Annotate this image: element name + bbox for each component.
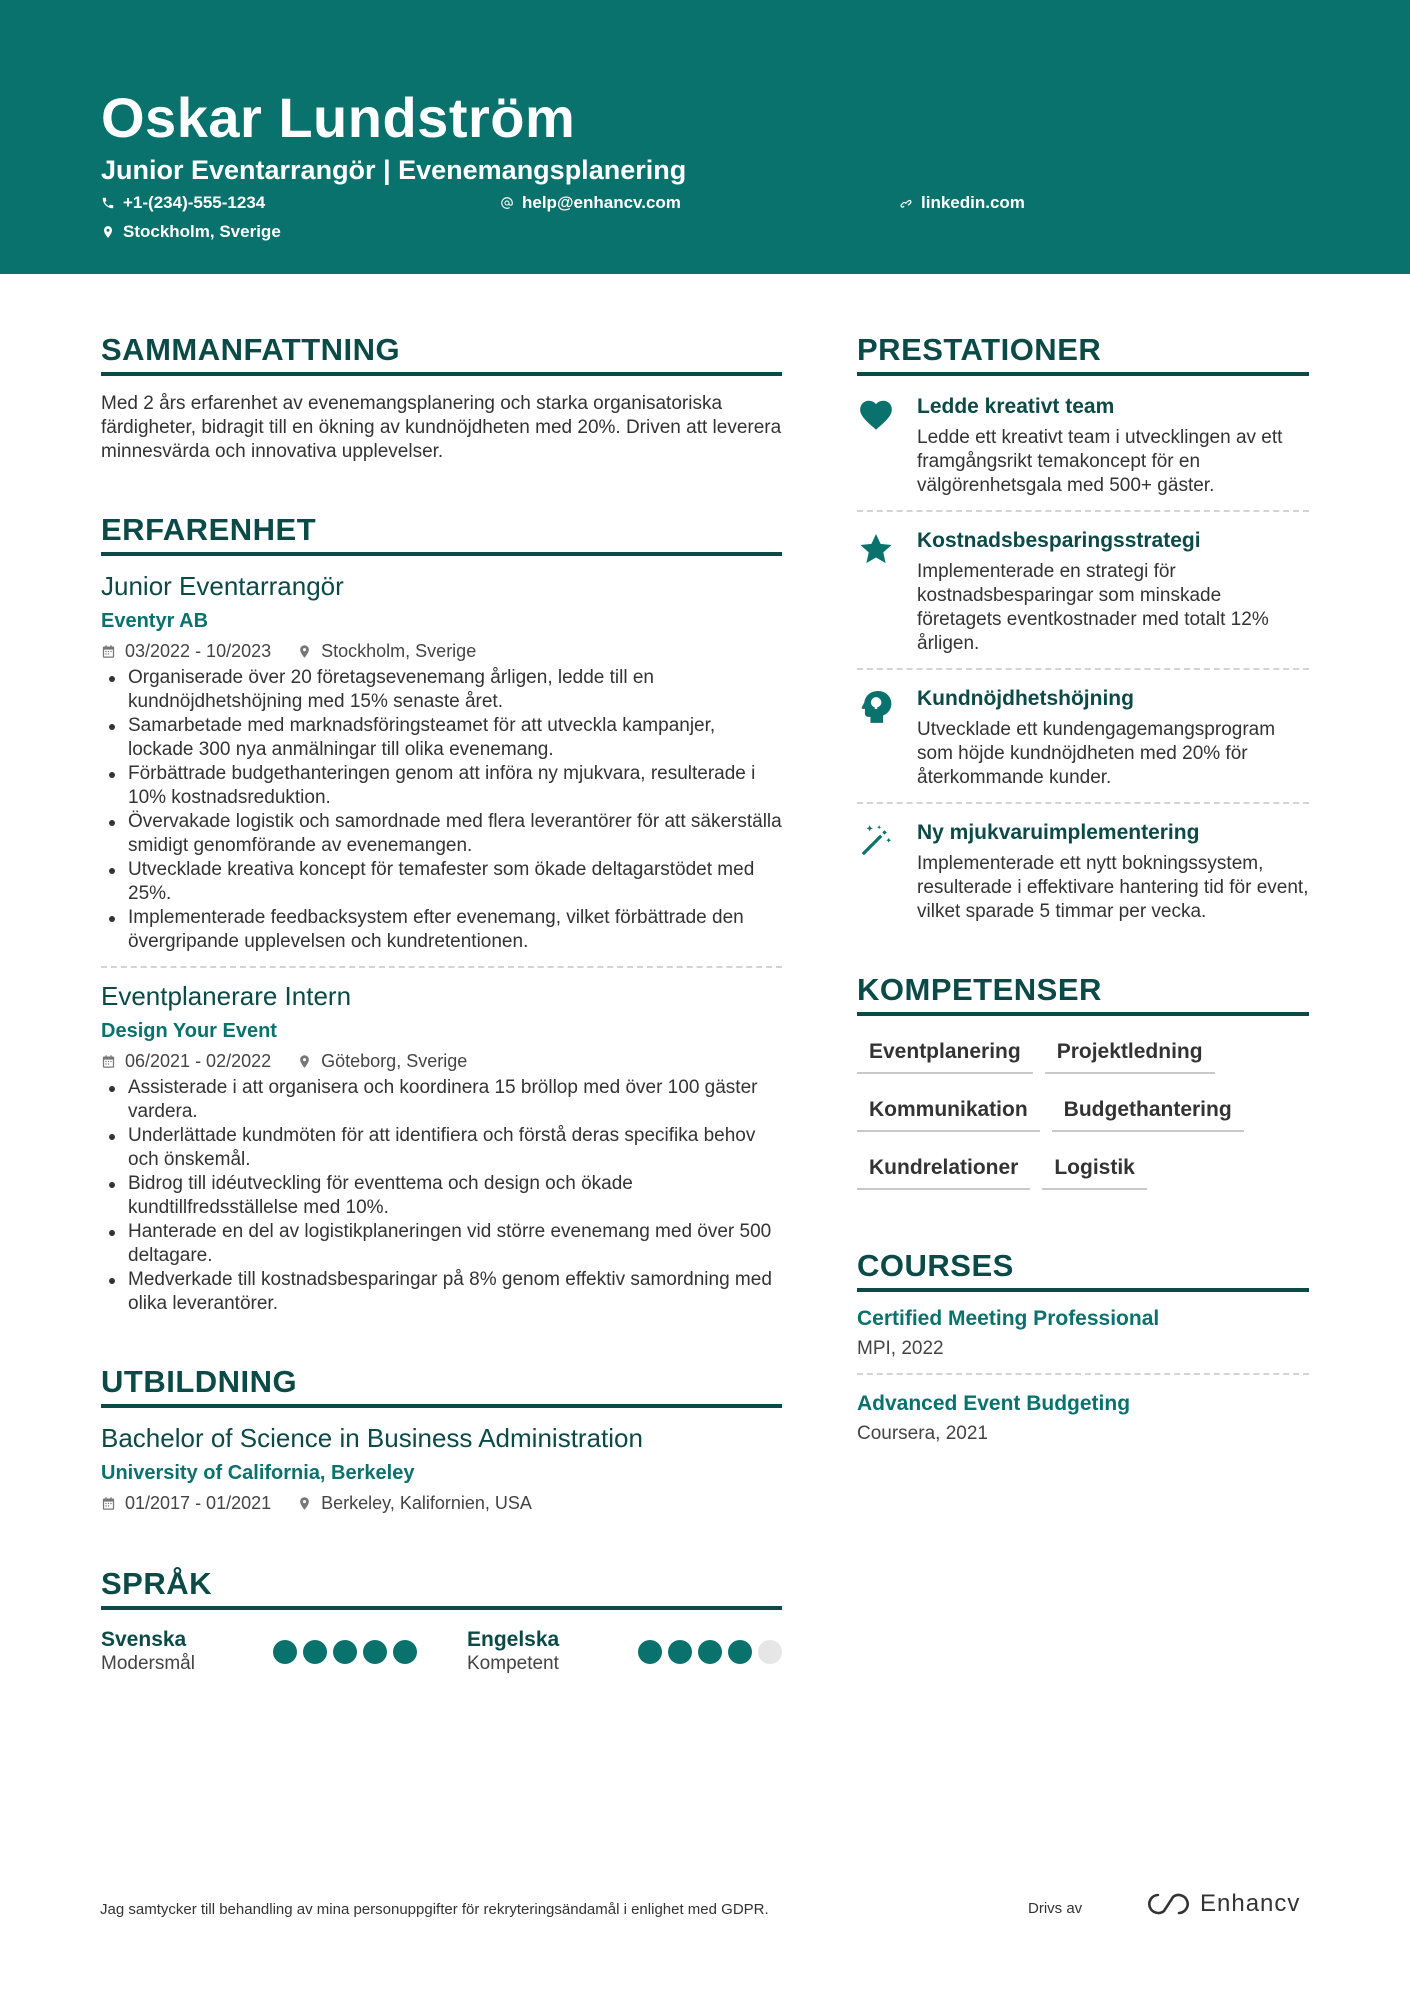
rating-dot [303, 1640, 327, 1664]
list-item: Organiserade över 20 företagsevenemang årligen, ledde till en kundnöjdhetshöjning med 15% senaste året. [101, 666, 782, 714]
summary-text: Med 2 års erfarenhet av evenemangsplanering och starka organisatoriska färdigheter, bidragit till en ökning av kundnöjdheten med 20%. Driven att leverera minnesvärda och innovativa upplevelser. [101, 393, 782, 462]
job-company: Eventyr AB [101, 610, 209, 632]
job-meta [101, 640, 782, 662]
achievement-title: Kundnöjdhetshöjning [917, 687, 1134, 710]
education-section [101, 1362, 782, 1514]
powered-by-label: Drivs av [1028, 1900, 1083, 1917]
course-title: Certified Meeting Professional [857, 1307, 1160, 1330]
location-text: Stockholm, Sverige [123, 222, 281, 241]
achievements-heading: PRESTATIONER [857, 330, 1309, 376]
list-item: Implementerade feedbacksystem efter evenemang, vilket förbättrade den övergripande upplevelsen och kundretentionen. [101, 906, 782, 954]
rating-dot [698, 1640, 722, 1664]
at-icon [500, 196, 514, 210]
skills-section [857, 970, 1309, 1202]
rating-dot [393, 1640, 417, 1664]
linkedin-text: linkedin.com [921, 193, 1025, 212]
gdpr-consent: Jag samtycker till behandling av mina personuppgifter för rekryteringsändamål i enlighet med GDPR. [100, 1901, 769, 1918]
language-level: Kompetent [467, 1653, 559, 1674]
rating-dot [638, 1640, 662, 1664]
contact-linkedin[interactable] [899, 192, 1025, 214]
languages-section [101, 1564, 782, 1676]
enhancv-logo[interactable] [1146, 1890, 1300, 1918]
education-meta [101, 1492, 782, 1514]
job-bullets [101, 666, 782, 954]
course-provider: Coursera, 2021 [857, 1423, 988, 1444]
calendar-icon [101, 1496, 116, 1511]
summary-heading: SAMMANFATTNING [101, 330, 782, 376]
phone-text: +1-(234)-555-1234 [123, 193, 266, 212]
rating-dot [668, 1640, 692, 1664]
list-item: Assisterade i att organisera och koordinera 15 bröllop med över 100 gäster vardera. [101, 1076, 782, 1124]
contact-location [101, 221, 281, 243]
achievement-desc: Ledde ett kreativt team i utvecklingen av ett framgångsrikt temakoncept för en välgörenhetsgala med 500+ gäster. [917, 427, 1283, 496]
achievement-title: Ny mjukvaruimplementering [917, 821, 1200, 844]
language-name: Engelska [467, 1628, 560, 1651]
list-item: Underlättade kundmöten för att identifiera och förstå deras specifika behov och önskemål. [101, 1124, 782, 1172]
course-item [857, 1306, 1309, 1361]
achievement-item [857, 820, 1309, 924]
left-column [101, 330, 782, 1676]
language-item [101, 1628, 417, 1676]
job-entry [101, 570, 782, 954]
skill-tag: Kundrelationer [857, 1144, 1030, 1190]
courses-heading: COURSES [857, 1246, 1309, 1292]
achievement-title: Kostnadsbesparingsstrategi [917, 529, 1201, 552]
divider [101, 966, 782, 968]
summary-section [101, 330, 782, 464]
skill-tag: Kommunikation [857, 1086, 1040, 1132]
languages-list [101, 1628, 782, 1676]
skill-tag: Budgethantering [1052, 1086, 1244, 1132]
job-dates: 03/2022 - 10/2023 [125, 641, 272, 661]
skill-tag: Logistik [1042, 1144, 1147, 1190]
rating-dot [333, 1640, 357, 1664]
map-pin-icon [101, 225, 115, 239]
course-title: Advanced Event Budgeting [857, 1392, 1131, 1415]
job-entry [101, 980, 782, 1316]
job-dates: 06/2021 - 02/2022 [125, 1051, 272, 1071]
email-text: help@enhancv.com [522, 193, 681, 212]
head-idea-icon [857, 688, 895, 726]
education-heading: UTBILDNING [101, 1362, 782, 1408]
job-meta [101, 1050, 782, 1072]
achievement-desc: Utvecklade ett kundengagemangsprogram som höjde kundnöjdheten med 20% för återkommande kunder. [917, 719, 1276, 788]
course-provider: MPI, 2022 [857, 1338, 944, 1359]
calendar-icon [101, 644, 116, 659]
list-item: Förbättrade budgethanteringen genom att införa ny mjukvara, resulterade i 10% kostnadsreduktion. [101, 762, 782, 810]
link-icon [899, 196, 913, 210]
job-title: Junior Eventarrangör [101, 571, 344, 601]
experience-heading: ERFARENHET [101, 510, 782, 556]
list-item: Medverkade till kostnadsbesparingar på 8% genom effektiv samordning med olika leverantörer. [101, 1268, 782, 1316]
achievement-item [857, 528, 1309, 656]
language-level: Modersmål [101, 1653, 195, 1674]
rating-dot [363, 1640, 387, 1664]
education-dates: 01/2017 - 01/2021 [125, 1493, 272, 1513]
divider [857, 802, 1309, 804]
list-item: Bidrog till idéutveckling för eventtema och design och ökade kundtillfredsställelse med 10%. [101, 1172, 782, 1220]
brand-name: Enhancv [1200, 1890, 1301, 1917]
resume-header [0, 0, 1410, 274]
rating-dot [758, 1640, 782, 1664]
star-icon [857, 530, 895, 568]
job-bullets [101, 1076, 782, 1316]
education-location: Berkeley, Kalifornien, USA [321, 1493, 532, 1513]
skills-list [857, 1028, 1309, 1202]
heart-icon [857, 396, 895, 434]
rating-dot [273, 1640, 297, 1664]
school-name: University of California, Berkeley [101, 1462, 415, 1484]
list-item: Hanterade en del av logistikplaneringen vid större evenemang med över 500 deltagare. [101, 1220, 782, 1268]
phone-icon [101, 196, 115, 210]
map-pin-icon [297, 1054, 312, 1069]
list-item: Samarbetade med marknadsföringsteamet för att utveckla kampanjer, lockade 300 nya anmälningar till olika evenemang. [101, 714, 782, 762]
divider [857, 510, 1309, 512]
achievement-desc: Implementerade en strategi för kostnadsbesparingar som minskade företagets eventkostnader med totalt 12% årligen. [917, 561, 1269, 654]
language-name: Svenska [101, 1628, 187, 1651]
job-title: Eventplanerare Intern [101, 981, 352, 1011]
experience-section [101, 510, 782, 1316]
enhancv-logo-icon [1146, 1891, 1192, 1917]
achievement-item [857, 686, 1309, 790]
calendar-icon [101, 1054, 116, 1069]
degree-title: Bachelor of Science in Business Administration [101, 1423, 643, 1453]
job-location: Stockholm, Sverige [321, 641, 477, 661]
map-pin-icon [297, 644, 312, 659]
language-rating [638, 1640, 782, 1676]
contact-phone [101, 192, 265, 214]
magic-wand-icon [857, 822, 895, 860]
skill-tag: Projektledning [1045, 1028, 1215, 1074]
achievement-desc: Implementerade ett nytt bokningssystem, resulterade i effektivare hantering tid för event, vilket sparade 5 timmar per vecka. [917, 853, 1309, 922]
list-item: Övervakade logistik och samordnade med flera leverantörer för att säkerställa smidigt genomförande av evenemangen. [101, 810, 782, 858]
language-rating [273, 1640, 417, 1676]
languages-heading: SPRÅK [101, 1564, 782, 1610]
right-column [857, 330, 1309, 1446]
achievements-section [857, 330, 1309, 924]
job-location: Göteborg, Sverige [321, 1051, 468, 1071]
rating-dot [728, 1640, 752, 1664]
list-item: Utvecklade kreativa koncept för temafester som ökade deltagarstödet med 25%. [101, 858, 782, 906]
achievement-item [857, 394, 1309, 498]
candidate-name: Oskar Lundström [101, 86, 576, 149]
course-item [857, 1391, 1309, 1446]
divider [857, 668, 1309, 670]
contact-email[interactable] [500, 192, 681, 214]
job-company: Design Your Event [101, 1020, 277, 1042]
divider [857, 1373, 1309, 1375]
language-item [467, 1628, 782, 1676]
candidate-title: Junior Eventarrangör | Evenemangsplanering [101, 155, 687, 185]
skill-tag: Eventplanering [857, 1028, 1033, 1074]
map-pin-icon [297, 1496, 312, 1511]
achievement-title: Ledde kreativt team [917, 395, 1115, 418]
skills-heading: KOMPETENSER [857, 970, 1309, 1016]
courses-section [857, 1246, 1309, 1446]
